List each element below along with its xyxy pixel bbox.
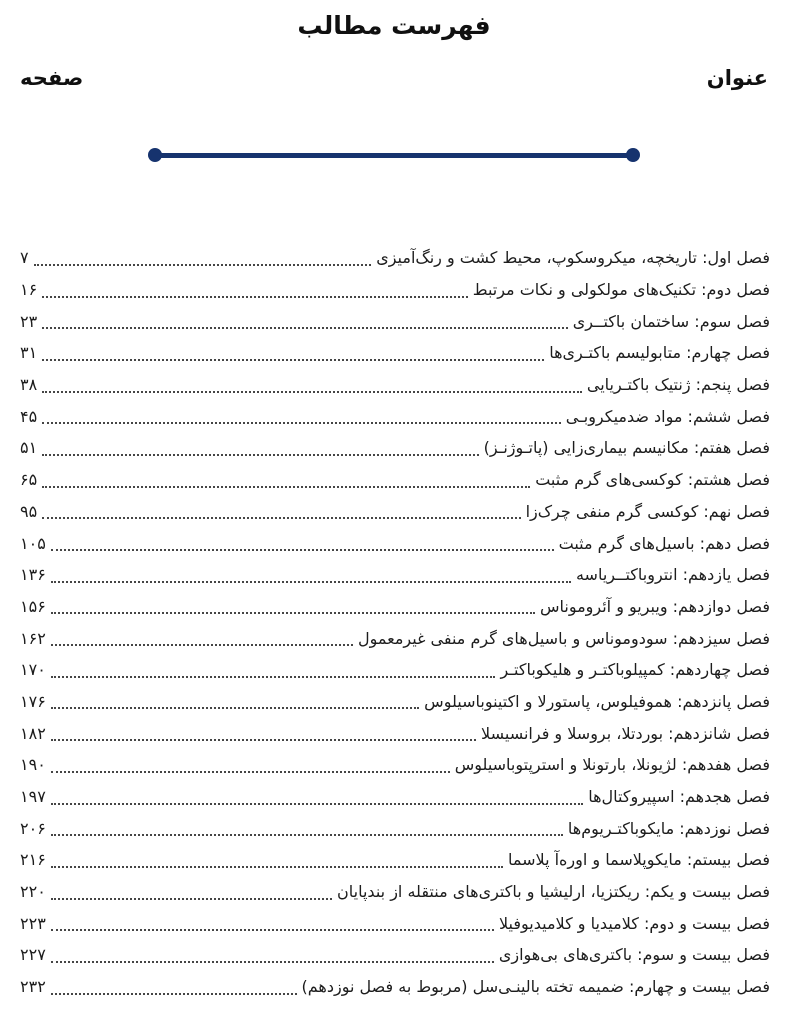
toc-entry-page-number: ۱۶۲	[20, 628, 46, 648]
toc-entry-row	[20, 654, 770, 686]
toc-entry-title: فصل بیستم: مایکوپلاسما و اوره‌آ پلاسما	[507, 850, 770, 870]
toc-entry-page-number: ۲۲۰	[20, 882, 46, 902]
toc-entry-title: فصل دهم: باسیل‌های گرم مثبت	[558, 533, 770, 553]
toc-entry-page-number: ۲۲۷	[20, 945, 46, 965]
divider-end-dot	[148, 148, 162, 162]
toc-entry-row	[20, 717, 770, 749]
toc-entry-title: فصل سیزدهم: سودوموناس و باسیل‌های گرم منفی غیرمعمول	[358, 628, 770, 648]
page-title: فهرست مطالب	[297, 11, 491, 40]
column-header-page: صفحه	[20, 66, 84, 90]
toc-entry-row	[20, 432, 770, 464]
toc-entry-title: فصل هشتم: کوکسی‌های گرم مثبت	[535, 470, 770, 490]
toc-entry-row	[20, 876, 770, 908]
toc-entry-page-number: ۲۳۲	[20, 977, 46, 997]
toc-entry-page-number: ۱۹۰	[20, 755, 46, 775]
toc-entry-page-number: ۱۳۶	[20, 565, 46, 585]
divider-rule	[159, 153, 629, 158]
toc-entry-page-number: ۳۱	[20, 343, 38, 363]
dotted-leader	[34, 250, 372, 266]
toc-entry-page-number: ۱۵۶	[20, 596, 46, 616]
dotted-leader	[51, 598, 535, 614]
toc-entry-title: فصل بیست و یکم: ریکتزیا، ارلیشیا و باکتری‌های منتقله از بندپایان	[337, 882, 770, 902]
toc-entry-page-number: ۹۵	[20, 501, 38, 521]
toc-entry-title: فصل پانزدهم: هموفیلوس، پاستورلا و اکتینوباسیلوس	[424, 691, 770, 711]
toc-entry-page-number: ۲۲۳	[20, 913, 46, 933]
toc-entry-row	[20, 686, 770, 718]
dotted-leader	[51, 947, 494, 963]
toc-entry-row	[20, 749, 770, 781]
dotted-leader	[42, 282, 468, 298]
toc-entry-page-number: ۱۷۶	[20, 691, 46, 711]
dotted-leader	[51, 757, 450, 773]
toc-entry-page-number: ۱۶	[20, 280, 38, 300]
toc-entry-page-number: ۱۹۷	[20, 787, 46, 807]
dotted-leader	[42, 313, 568, 329]
toc-entry-title: فصل چهارم: متابولیسم باکتـری‌ها	[549, 343, 770, 363]
dotted-leader	[42, 377, 582, 393]
dotted-leader	[51, 820, 563, 836]
dotted-leader	[42, 345, 544, 361]
dotted-leader	[51, 725, 476, 741]
toc-entry-page-number: ۳۸	[20, 375, 38, 395]
toc-entry-row	[20, 812, 770, 844]
toc-entry-row	[20, 907, 770, 939]
dotted-leader	[51, 693, 419, 709]
toc-entry-title: فصل بیست و سوم: باکتری‌های بی‌هوازی	[498, 945, 770, 965]
toc-entry-page-number: ۶۵	[20, 470, 38, 490]
toc-entry-row	[20, 527, 770, 559]
dotted-leader	[51, 884, 332, 900]
toc-entry-page-number: ۱۷۰	[20, 660, 46, 680]
toc-entry-row	[20, 496, 770, 528]
toc-entry-row	[20, 844, 770, 876]
toc-entry-title: فصل پنجم: ژنتیک باکتـریایی	[586, 375, 770, 395]
toc-entry-row	[20, 400, 770, 432]
toc-entry-title: فصل دوم: تکنیک‌های مولکولی و نکات مرتبط	[472, 280, 770, 300]
dotted-leader	[42, 472, 530, 488]
dotted-leader	[51, 535, 554, 551]
dotted-leader	[42, 440, 478, 456]
toc-entry-title: فصل شانزدهم: بوردتلا، بروسلا و فرانسیسلا	[481, 723, 770, 743]
dotted-leader	[51, 630, 353, 646]
toc-entry-row	[20, 242, 770, 274]
toc-entry-row	[20, 369, 770, 401]
dotted-leader	[51, 852, 503, 868]
column-header-title: عنوان	[706, 66, 768, 90]
toc-entry-row	[20, 591, 770, 623]
toc-entry-title: فصل یازدهم: انتروباکتــریاسه	[575, 565, 770, 585]
toc-entry-title: فصل نهم: کوکسی گرم منفی چرک‌زا	[525, 501, 770, 521]
toc-entry-row	[20, 559, 770, 591]
toc-entry-title: فصل چهاردهم: کمپیلوباکتـر و هلیکوباکتـر	[500, 660, 770, 680]
toc-entry-title: فصل هفتم: مکانیسم بیماری‌زایی (پاتـوژنـز)	[483, 438, 770, 458]
dotted-leader	[51, 979, 297, 995]
toc-entry-row	[20, 781, 770, 813]
toc-entry-title: فصل نوزدهم: مایکوباکتـریوم‌ها	[567, 818, 770, 838]
toc-entry-title: فصل سوم: ساختمان باکتــری	[572, 311, 770, 331]
toc-entry-page-number: ۱۰۵	[20, 533, 46, 553]
toc-entry-page-number: ۲۰۶	[20, 818, 46, 838]
decorative-divider	[148, 148, 640, 162]
toc-entry-page-number: ۲۳	[20, 311, 38, 331]
toc-entry-title: فصل هفدهم: لژیونلا، بارتونلا و استرپتوباسیلوس	[454, 755, 770, 775]
toc-entry-title: فصل ششم: مواد ضدمیکروبـی	[565, 406, 770, 426]
toc-entry-title: فصل بیست و چهارم: ضمیمه تخته بالینـی‌سل (مربوط به فصل نوزدهم)	[301, 977, 770, 997]
toc-column-headers	[0, 64, 788, 93]
toc-entry-row	[20, 622, 770, 654]
toc-entry-title: فصل بیست و دوم: کلامیدیا و کلامیدیوفیلا	[498, 913, 770, 933]
dotted-leader	[51, 567, 571, 583]
dotted-leader	[42, 408, 561, 424]
toc-entry-row	[20, 464, 770, 496]
toc-entry-row	[20, 939, 770, 971]
dotted-leader	[51, 789, 583, 805]
toc-list	[0, 242, 788, 1003]
toc-entry-page-number: ۷	[20, 248, 29, 268]
toc-entry-row	[20, 305, 770, 337]
toc-entry-row	[20, 274, 770, 306]
toc-entry-page-number: ۴۵	[20, 406, 38, 426]
toc-entry-row	[20, 971, 770, 1003]
toc-entry-page-number: ۲۱۶	[20, 850, 46, 870]
toc-entry-title: فصل دوازدهم: ویبریو و آئروموناس	[539, 596, 770, 616]
toc-entry-page-number: ۵۱	[20, 438, 38, 458]
toc-entry-page-number: ۱۸۲	[20, 723, 46, 743]
dotted-leader	[51, 915, 494, 931]
dotted-leader	[42, 503, 520, 519]
toc-entry-title: فصل هجدهم: اسپیروکتال‌ها	[588, 787, 770, 807]
dotted-leader	[51, 662, 496, 678]
toc-entry-title: فصل اول: تاریخچه، میکروسکوپ، محیط کشت و رنگ‌آمیزی	[376, 248, 770, 268]
toc-entry-row	[20, 337, 770, 369]
